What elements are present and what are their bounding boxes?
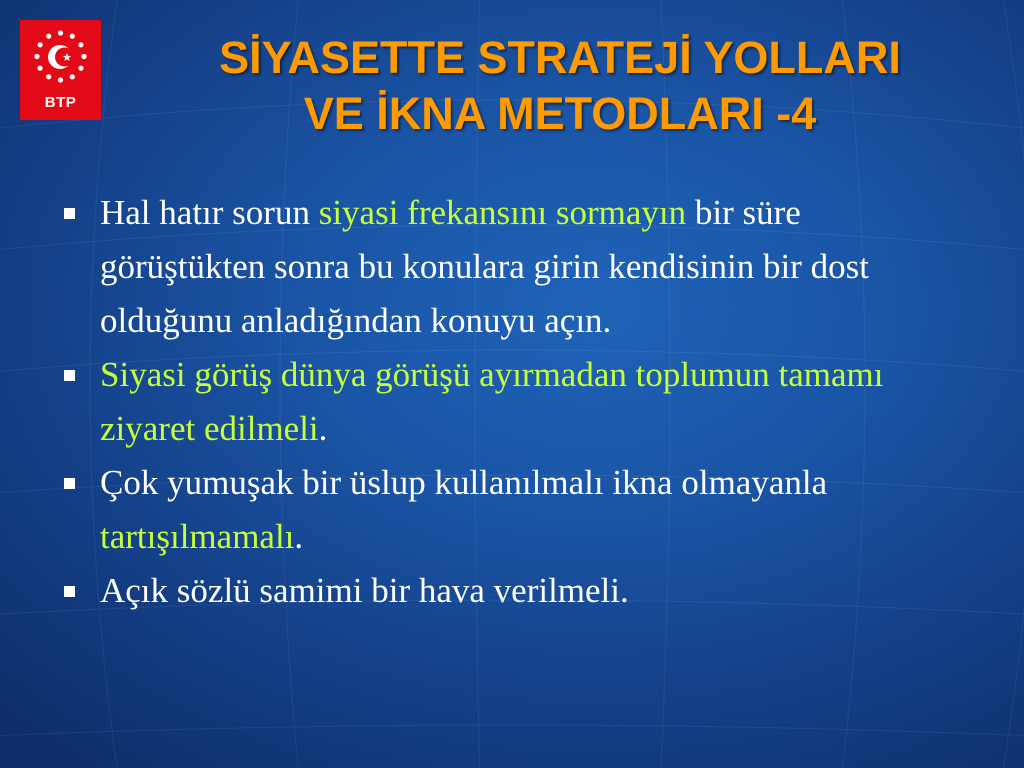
square-bullet-icon bbox=[64, 370, 75, 381]
square-bullet-icon bbox=[64, 586, 75, 597]
bullet-text: Açık sözlü samimi bir hava verilmeli. bbox=[100, 571, 629, 610]
bullet-text: Hal hatır sorun bbox=[100, 193, 319, 232]
bullet-highlight: siyasi frekansını sormayın bbox=[318, 193, 687, 232]
title-line-2: VE İKNA METODLARI -4 bbox=[303, 88, 817, 139]
bullet-text: bir süre görüştükten sonra bu konulara girin kendisinin bir dost olduğunu anladığından konuyu açın. bbox=[100, 193, 869, 340]
bullet-highlight: Siyasi görüş dünya görüşü ayırmadan toplumun tamamı ziyaret edilmeli bbox=[100, 355, 884, 448]
slide-title bbox=[110, 30, 1010, 142]
bullet-text: . bbox=[294, 517, 304, 556]
bullet-item-3 bbox=[60, 456, 960, 564]
bullet-item-4 bbox=[60, 564, 960, 618]
bullet-item-1 bbox=[60, 186, 960, 348]
square-bullet-icon bbox=[64, 478, 75, 489]
btp-logo bbox=[20, 20, 101, 120]
title-line-1: SİYASETTE STRATEJİ YOLLARI bbox=[219, 32, 901, 83]
bullet-text: Çok yumuşak bir üslup kullanılmalı ikna olmayanla bbox=[100, 463, 828, 502]
crescent-star-ring-emblem-icon bbox=[20, 20, 101, 92]
bullet-text: . bbox=[318, 409, 328, 448]
logo-text: BTP bbox=[44, 94, 77, 111]
bullet-highlight: tartışılmamalı bbox=[100, 517, 295, 556]
square-bullet-icon bbox=[64, 208, 75, 219]
bullet-item-2 bbox=[60, 348, 960, 456]
bullet-list bbox=[60, 186, 960, 618]
